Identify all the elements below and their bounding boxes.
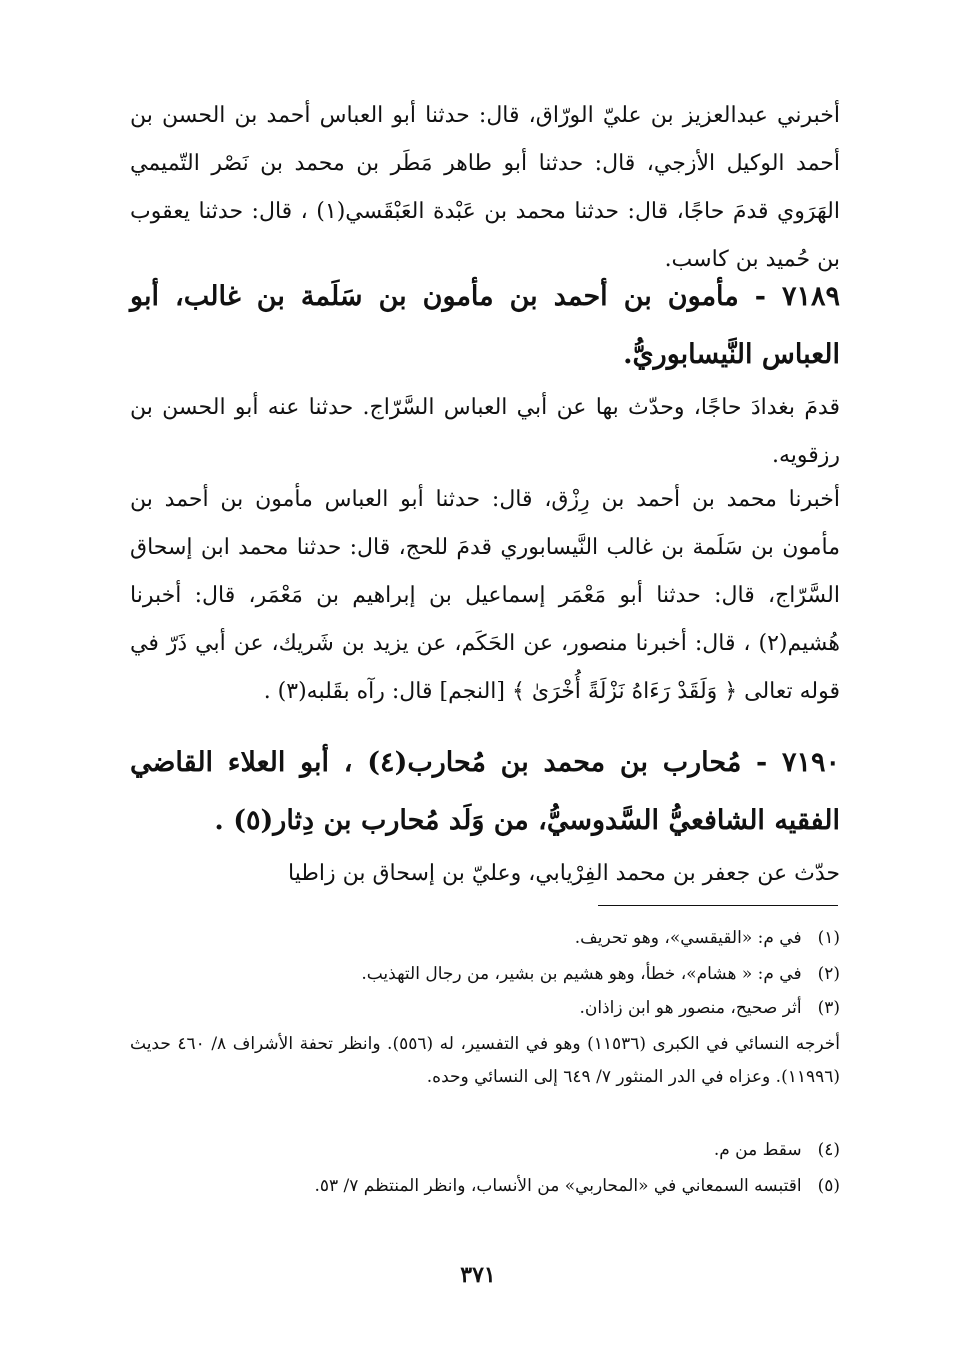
footnote-number: (١) [817,928,840,948]
footnote-4 [130,1134,840,1167]
isnad-paragraph-1: أخبرني عبدالعزيز بن عليّ الورّاق، قال: حدثنا أبو العباس أحمد بن الحسن بن أحمد الوكيل الأزجي، قال: حدثنا أبو طاهر مَطَر بن محمد بن نَصْر التّميمي الهَرَوي قدمَ حاجًا، قال: حدثنا محمد بن عَبْدة العَبْقَسي(١) ، قال: حدثنا يعقوب بن حُميد بن كاسب. [130,103,840,272]
biography-paragraph-7190: حدّث عن جعفر بن محمد الفِرْيابي، وعليّ بن إسحاق بن زاطيا [288,861,840,886]
footnote-1 [130,922,840,955]
footnote-separator [598,905,838,906]
footnote-number: (٣) [817,998,840,1018]
footnote-text: في م: «القيقسي»، وهو تحريف. [574,928,802,948]
footnote-text: في م: « هشام»، خطأ، وهو هشيم بن بشير، من رجال التهذيب. [361,964,802,984]
footnote-text: أخرجه النسائي في الكبرى (١١٥٣٦) وهو في التفسير، له (٥٥٦). وانظر تحفة الأشراف ٨/ ٤٦٠ حديث (١١٩٩٦). وعزاه في الدر المنثور ٧/ ٦٤٩ إلى النسائي وحده. [130,1034,841,1087]
footnote-text: اقتبسه السمعاني في «المحاربي» من الأنساب، وانظر المنتظم ٧/ ٥٣. [314,1176,802,1196]
hadith-paragraph: أخبرنا محمد بن أحمد بن رِزْق، قال: حدثنا أبو العباس مأمون بن أحمد بن مأمون بن سَلَمة بن غالب النَّيسابوري قدمَ للحج، قال: حدثنا محمد ابن إسحاق السَّرّاج، قال: حدثنا أبو مَعْمَر إسماعيل بن إبراهيم بن مَعْمَر، قال: أخبرنا هُشيم(٢) ، قال: أخبرنا منصور، عن الحَكَم، عن يزيد بن شَريك، عن أبي ذَرّ في قوله تعالى ﴿ وَلَقَدْ رَءَاهُ نَزْلَةً أُخْرَىٰ ﴾ [النجم] قال: رآه بقَلبه(٣) . [130,487,840,704]
biography-paragraph-7189: قدمَ بغدادَ حاجًا، وحدّث بها عن أبي العباس السَّرّاج. حدثنا عنه أبو الحسن بن رزقويه. [130,395,840,468]
entry-heading-7189: ٧١٨٩ - مأمون بن أحمد بن مأمون بن سَلَمة بن غالب، أبو العباس النَّيسابوريُّ. [130,281,840,370]
footnote-text: أثر صحيح، منصور هو ابن زاذان. [579,998,802,1018]
footnote-3 [130,992,840,1025]
page-number: ٣٧١ [460,1262,496,1288]
entry-heading-7190: ٧١٩٠ - مُحارب بن محمد بن مُحارب(٤) ، أبو العلاء القاضي الفقيه الشافعيُّ السَّدوسيُّ، من وَلَد مُحارب بن دِثار(٥) . [130,747,840,836]
footnote-number: (٥) [817,1176,840,1196]
footnote-5 [130,1170,840,1203]
footnote-3-continuation [130,1028,840,1094]
footnote-text: سقط من م. [713,1140,802,1160]
footnote-2 [130,958,840,991]
footnote-number: (٢) [817,964,840,984]
footnote-number: (٤) [817,1140,840,1160]
